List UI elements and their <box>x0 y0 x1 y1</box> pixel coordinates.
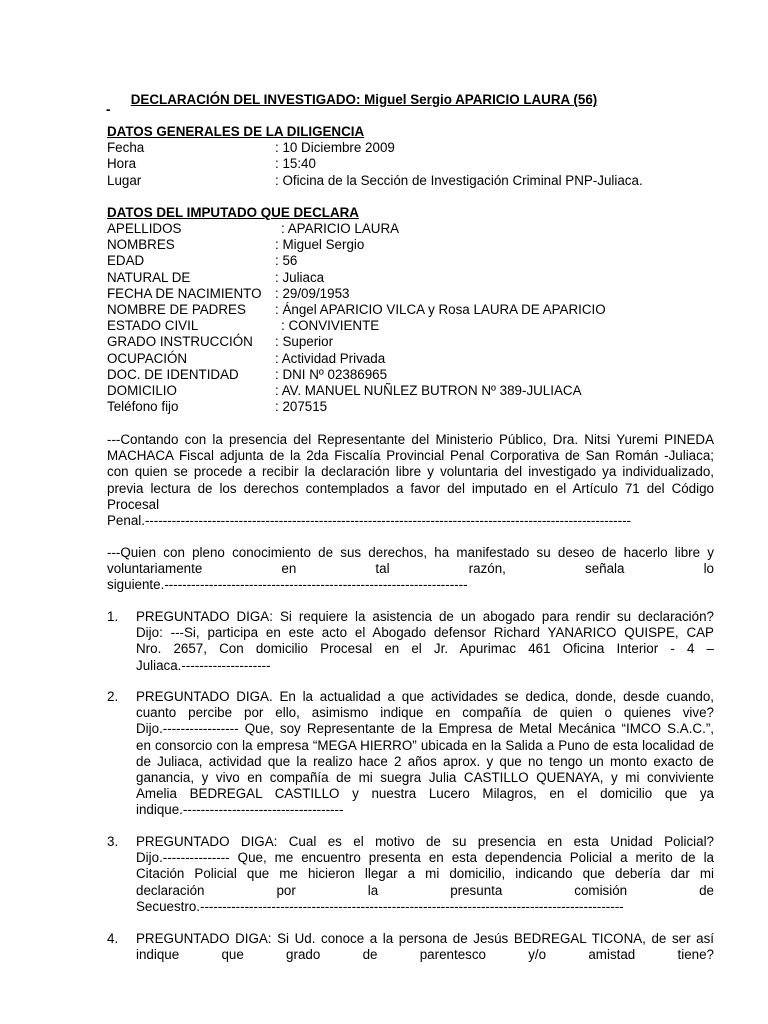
document-title <box>0 92 768 108</box>
field-label: Lugar <box>107 173 142 188</box>
question-number: 3. <box>107 834 119 849</box>
field-value: : Oficina de la Sección de Investigación Criminal PNP-Juliaca. <box>275 173 643 188</box>
paragraph-line: Penal.------------------------------------------------------------------------------------------------------------- <box>107 512 632 528</box>
field-value: : 56 <box>275 253 298 269</box>
field-value: : CONVIVIENTE <box>281 318 380 334</box>
field-value: : AV. MANUEL NUÑLEZ BUTRON Nº 389-JULIACA <box>275 383 582 398</box>
question-line: de Juliaca, actividad que la realizo hace 2 años aprox. y que no tengo un monto exacto de <box>136 753 714 769</box>
question-line: Juliaca.-------------------- <box>136 657 271 673</box>
question-line: PREGUNTADO DIGA: Si Ud. conoce a la persona de Jesús BEDREGAL TICONA, de ser así <box>136 931 714 946</box>
imputado-data-heading: DATOS DEL IMPUTADO QUE DECLARA <box>107 205 359 220</box>
stray-mark: - <box>106 102 111 117</box>
paragraph-line: siguiente.-------------------------------------------------------------------- <box>107 577 468 593</box>
field-label: FECHA DE NACIMIENTO <box>107 285 262 301</box>
question-line: declaración por la presunta comisión de <box>136 882 714 898</box>
question-line: indique que grado de parentesco y/o amistad tiene? <box>136 947 714 963</box>
field-value: : 15:40 <box>275 156 316 171</box>
field-label: DOC. DE IDENTIDAD <box>107 366 239 382</box>
question-line: Secuestro.----------------------------------------------------------------------------------------------- <box>136 898 624 914</box>
question-line: Nro. 2657, Con domicilio Procesal en el Jr. Apurimac 461 Oficina Interior - 4 – <box>136 641 714 657</box>
field-value: : APARICIO LAURA <box>281 221 400 236</box>
question-line: PREGUNTADO DIGA. En la actualidad a que actividades se dedica, donde, desde cuando, <box>136 689 714 704</box>
general-data-heading: DATOS GENERALES DE LA DILIGENCIA <box>107 124 365 139</box>
question-body <box>136 609 714 674</box>
question-number: 1. <box>107 609 119 624</box>
field-value: : Miguel Sergio <box>275 237 365 253</box>
field-label: EDAD <box>107 253 145 269</box>
field-value: : Juliaca <box>275 269 325 285</box>
question-line: Dijo: ---Si, participa en este acto el Abogado defensor Richard YANARICO QUISPE, CAP <box>136 625 714 641</box>
field-value: : 29/09/1953 <box>275 285 350 301</box>
question-line: ganancia, y vivo en compañía de mi suegra Julia CASTILLO QUENAYA, y mi conviviente <box>136 769 714 785</box>
paragraph-line: previa lectura de los derechos contemplados a favor del imputado en el Artículo 71 del Código <box>107 480 714 496</box>
field-label: Teléfono fijo <box>107 399 179 415</box>
paragraph-line: MACHACA Fiscal adjunta de la 2da Fiscalía Provincial Penal Corporativa de San Román -Juliaca; <box>107 448 714 464</box>
question-line: PREGUNTADO DIGA: Si requiere la asistencia de un abogado para rendir su declaración? <box>136 609 714 624</box>
question-line: Dijo.----------------- Que, soy Representante de la Empresa de Metal Mecánica “IMCO S.A.C.”, <box>136 721 714 737</box>
field-value: : DNI Nº 02386965 <box>275 366 388 382</box>
paragraph <box>107 432 714 529</box>
question-line: Citación Policial que me hicieron llegar a mi domicilio, indicando que debería dar mi <box>136 866 714 882</box>
paragraph-line: ---Quien con pleno conocimiento de sus derechos, ha manifestado su deseo de hacerlo libre y <box>107 545 714 560</box>
field-label: Hora <box>107 156 137 171</box>
field-value: : Actividad Privada <box>275 350 386 366</box>
field-label: OCUPACIÓN <box>107 350 188 366</box>
question-line: cuanto percibe por ello, asimismo indique en compañía de quien o quienes vive? <box>136 705 714 721</box>
question-line: PREGUNTADO DIGA: Cual es el motivo de su presencia en esta Unidad Policial? <box>136 834 714 849</box>
paragraph-line: voluntariamente en tal razón, señala lo <box>107 561 714 577</box>
question-number: 2. <box>107 689 119 704</box>
question-line: indique.------------------------------------ <box>136 802 344 818</box>
paragraph <box>107 545 714 594</box>
field-label: NOMBRES <box>107 237 175 253</box>
field-label: Fecha <box>107 140 145 155</box>
question-line: en consorcio con la empresa “MEGA HIERRO” ubicada en la Salida a Puno de esta localidad de <box>136 737 714 753</box>
paragraph-line: ---Contando con la presencia del Representante del Ministerio Público, Dra. Nitsi Yuremi PINEDA <box>107 432 714 447</box>
field-label: ESTADO CIVIL <box>107 318 199 334</box>
field-label: APELLIDOS <box>107 221 182 236</box>
question-body <box>136 931 714 963</box>
paragraph-line: Procesal <box>107 496 160 512</box>
question-number: 4. <box>107 931 119 946</box>
question-body <box>136 834 714 915</box>
field-value: : 10 Diciembre 2009 <box>275 140 395 155</box>
question-line: Dijo.--------------- Que, me encuentro presenta en esta dependencia Policial a merito de la <box>136 850 714 866</box>
field-value: : Superior <box>275 334 334 350</box>
field-value: : Ángel APARICIO VILCA y Rosa LAURA DE APARICIO <box>275 302 606 317</box>
field-label: NATURAL DE <box>107 269 191 285</box>
field-label: GRADO INSTRUCCIÓN <box>107 334 253 350</box>
field-label: NOMBRE DE PADRES <box>107 302 246 317</box>
field-label: DOMICILIO <box>107 383 177 398</box>
question-line: Amelia BEDREGAL CASTILLO y nuestra Lucero Milagros, en el domicilio que ya <box>136 786 714 802</box>
field-value: : 207515 <box>275 399 328 415</box>
paragraph-line: con quien se procede a recibir la declaración libre y voluntaria del investigado ya individualizado, <box>107 464 714 480</box>
title-text: DECLARACIÓN DEL INVESTIGADO: Miguel Sergio APARICIO LAURA (56) <box>130 92 598 107</box>
question-body <box>136 689 714 819</box>
